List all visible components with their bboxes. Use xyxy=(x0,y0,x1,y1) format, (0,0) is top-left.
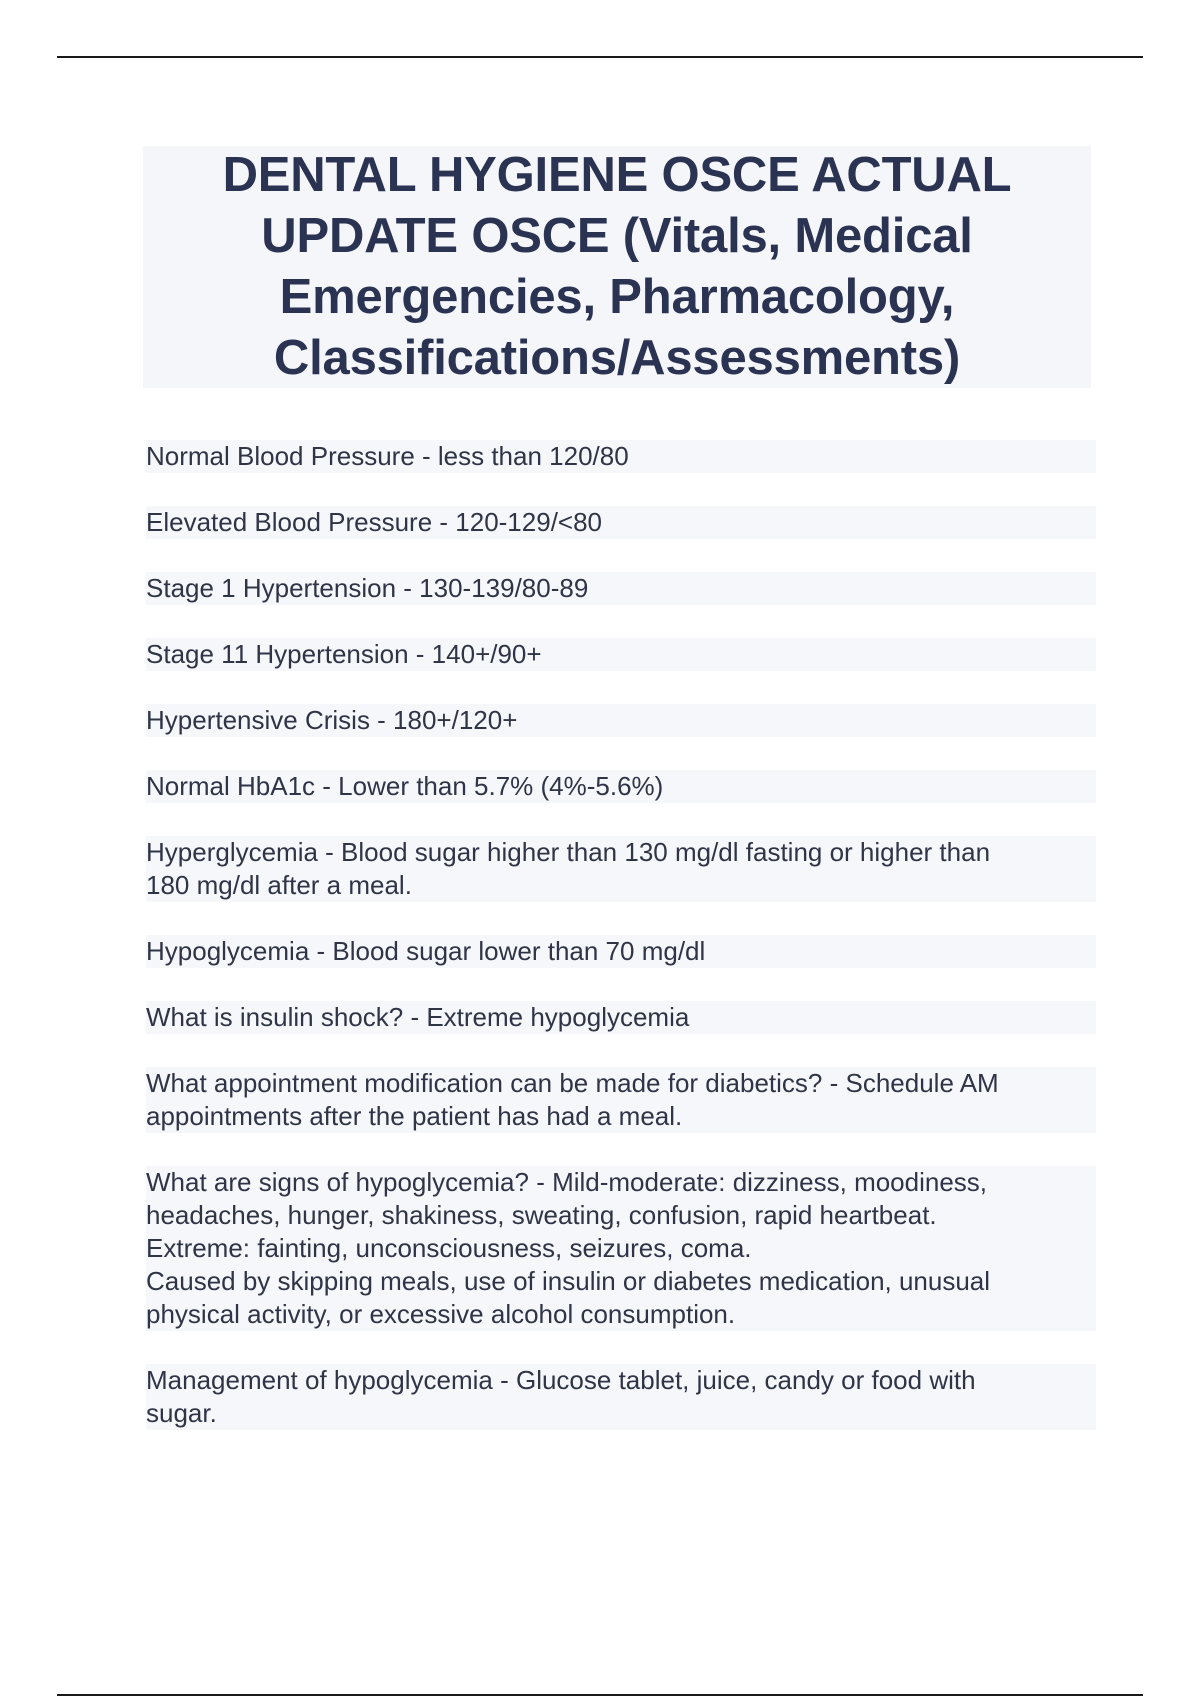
item-line: physical activity, or excessive alcohol consumption. xyxy=(146,1298,1096,1331)
item-line: Elevated Blood Pressure - 120-129/<80 xyxy=(146,506,1096,539)
study-item xyxy=(146,572,1096,605)
item-line: Hypertensive Crisis - 180+/120+ xyxy=(146,704,1096,737)
item-line: appointments after the patient has had a meal. xyxy=(146,1100,1096,1133)
item-line: What are signs of hypoglycemia? - Mild-moderate: dizziness, moodiness, xyxy=(146,1166,1096,1199)
top-rule xyxy=(57,56,1143,58)
study-item xyxy=(146,1364,1096,1430)
item-line: What appointment modification can be made for diabetics? - Schedule AM xyxy=(146,1067,1096,1100)
item-line: Normal Blood Pressure - less than 120/80 xyxy=(146,440,1096,473)
item-line: Hyperglycemia - Blood sugar higher than 130 mg/dl fasting or higher than xyxy=(146,836,1096,869)
title-box xyxy=(143,146,1091,388)
item-line: Stage 11 Hypertension - 140+/90+ xyxy=(146,638,1096,671)
study-item xyxy=(146,1001,1096,1034)
item-line: sugar. xyxy=(146,1397,1096,1430)
item-line: Management of hypoglycemia - Glucose tablet, juice, candy or food with xyxy=(146,1364,1096,1397)
study-item xyxy=(146,440,1096,473)
study-item xyxy=(146,1067,1096,1133)
item-line: Normal HbA1c - Lower than 5.7% (4%-5.6%) xyxy=(146,770,1096,803)
item-line: What is insulin shock? - Extreme hypoglycemia xyxy=(146,1001,1096,1034)
study-item xyxy=(146,836,1096,902)
item-line: headaches, hunger, shakiness, sweating, confusion, rapid heartbeat. xyxy=(146,1199,1096,1232)
study-item xyxy=(146,704,1096,737)
bottom-rule xyxy=(57,1694,1143,1696)
item-line: Hypoglycemia - Blood sugar lower than 70 mg/dl xyxy=(146,935,1096,968)
item-line: Stage 1 Hypertension - 130-139/80-89 xyxy=(146,572,1096,605)
study-item xyxy=(146,506,1096,539)
item-line: 180 mg/dl after a meal. xyxy=(146,869,1096,902)
study-item xyxy=(146,935,1096,968)
item-line: Caused by skipping meals, use of insulin or diabetes medication, unusual xyxy=(146,1265,1096,1298)
study-items xyxy=(146,440,1096,1463)
study-item xyxy=(146,638,1096,671)
study-item xyxy=(146,770,1096,803)
study-item xyxy=(146,1166,1096,1331)
item-line: Extreme: fainting, unconsciousness, seizures, coma. xyxy=(146,1232,1096,1265)
document-title: DENTAL HYGIENE OSCE ACTUAL UPDATE OSCE (Vitals, Medical Emergencies, Pharmacology, Classifications/Assessments) xyxy=(222,148,1012,385)
